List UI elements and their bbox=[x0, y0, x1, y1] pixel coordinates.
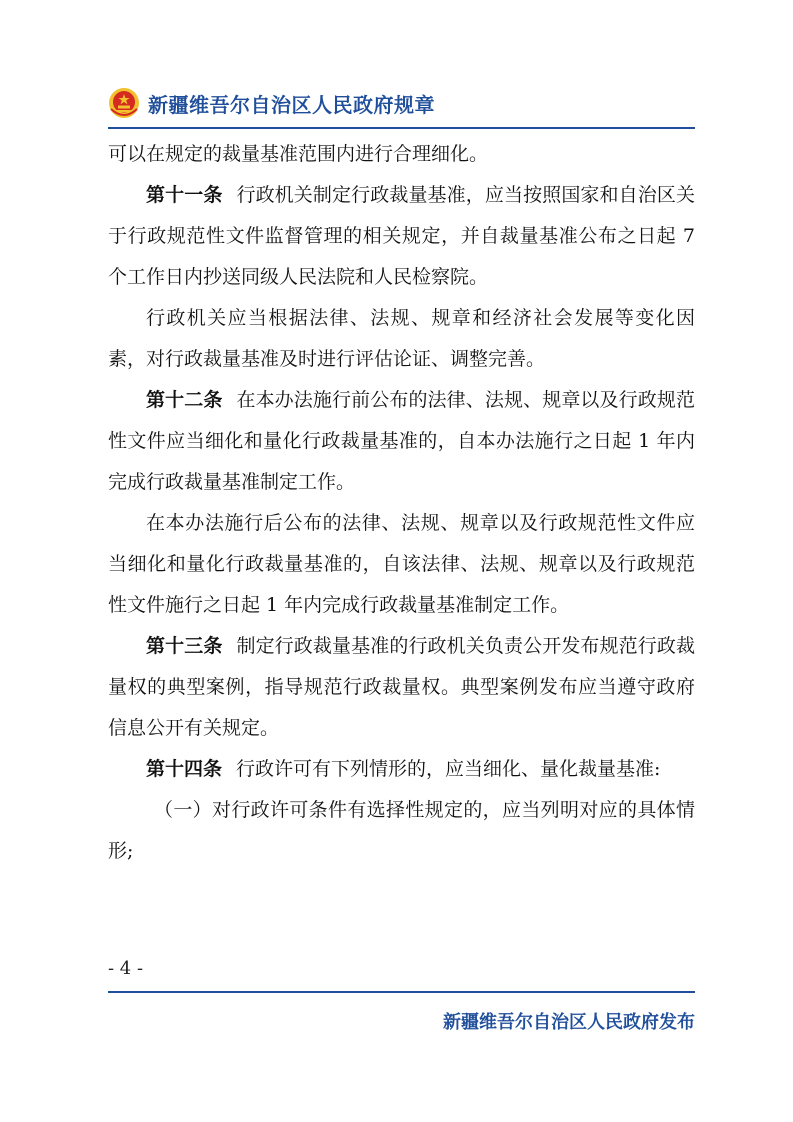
paragraph-text: 行政许可有下列情形的，应当细化、量化裁量基准: bbox=[236, 758, 661, 780]
paragraph-text: 行政机关应当根据法律、法规、规章和经济社会发展等变化因素，对行政裁量基准及时进行评估论证、调整完善。 bbox=[108, 307, 695, 370]
paragraph bbox=[108, 503, 695, 626]
footer-publisher: 新疆维吾尔自治区人民政府发布 bbox=[443, 1012, 695, 1033]
paragraph bbox=[108, 790, 695, 872]
article-number: 第十二条 bbox=[146, 389, 223, 411]
footer-divider bbox=[108, 991, 695, 993]
paragraph bbox=[108, 134, 695, 175]
header-title: 新疆维吾尔自治区人民政府规章 bbox=[148, 92, 435, 117]
paragraph-text: 可以在规定的裁量基准范围内进行合理细化。 bbox=[108, 143, 489, 165]
paragraph bbox=[108, 175, 695, 298]
paragraph-text: （一）对行政许可条件有选择性规定的，应当列明对应的具体情形; bbox=[108, 799, 695, 862]
paragraph bbox=[108, 380, 695, 503]
article-number: 第十三条 bbox=[146, 635, 223, 657]
article-number: 第十一条 bbox=[146, 184, 223, 206]
header-divider bbox=[108, 127, 695, 129]
document-body bbox=[108, 134, 695, 872]
national-emblem-icon bbox=[108, 87, 140, 119]
paragraph bbox=[108, 749, 695, 790]
article-number: 第十四条 bbox=[146, 758, 223, 780]
paragraph-text: 制定行政裁量基准的行政机关负责公开发布规范行政裁量权的典型案例，指导规范行政裁量权。典型案例发布应当遵守政府信息公开有关规定。 bbox=[108, 635, 695, 739]
paragraph bbox=[108, 298, 695, 380]
page-header bbox=[108, 86, 435, 120]
paragraph bbox=[108, 626, 695, 749]
paragraph-text: 在本办法施行后公布的法律、法规、规章以及行政规范性文件应当细化和量化行政裁量基准的，自该法律、法规、规章以及行政规范性文件施行之日起 1 年内完成行政裁量基准制定工作。 bbox=[108, 512, 695, 616]
paragraph-text: 行政机关制定行政裁量基准，应当按照国家和自治区关于行政规范性文件监督管理的相关规定，并自裁量基准公布之日起 7 个工作日内抄送同级人民法院和人民检察院。 bbox=[108, 184, 695, 288]
paragraph-text: 在本办法施行前公布的法律、法规、规章以及行政规范性文件应当细化和量化行政裁量基准的，自本办法施行之日起 1 年内完成行政裁量基准制定工作。 bbox=[108, 389, 695, 493]
page-number: - 4 - bbox=[108, 958, 144, 979]
